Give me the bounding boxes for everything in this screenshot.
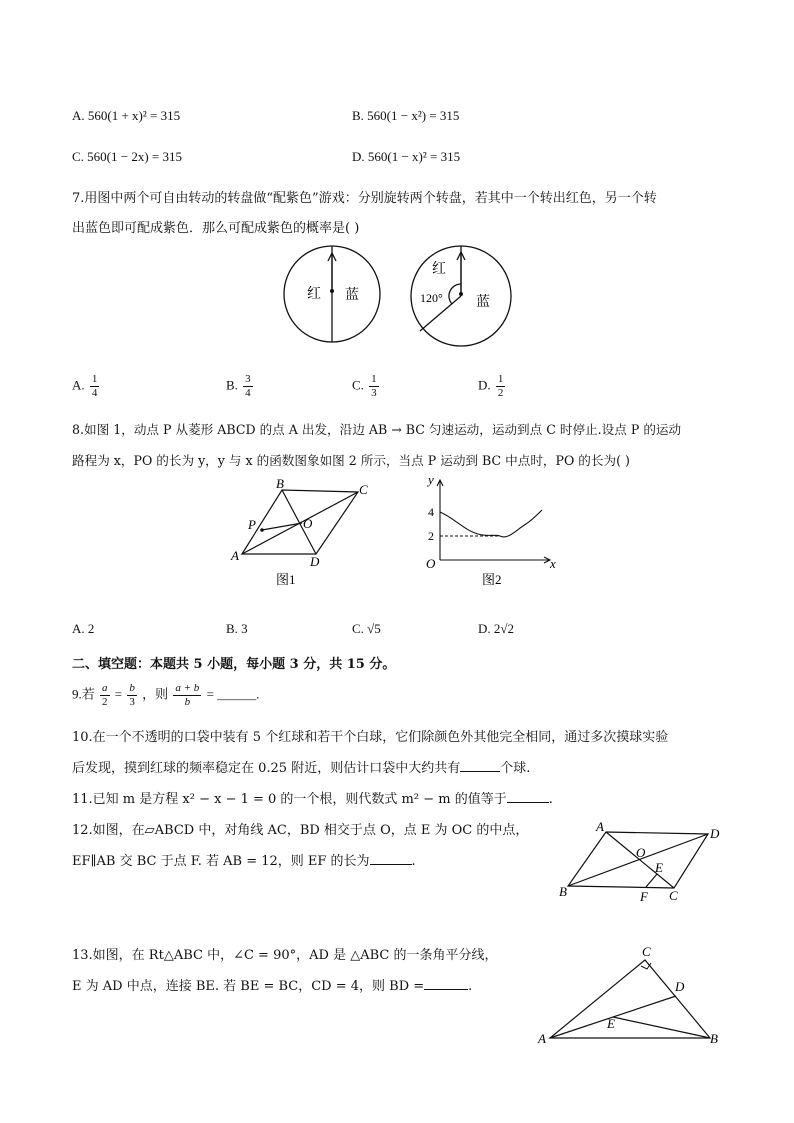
q12-figure — [556, 820, 726, 908]
fig2-origin: O — [426, 556, 436, 571]
q9-fraction-a-over-2: $\frac{a}{2}$ — [102, 682, 108, 708]
fig2-tick-4: 4 — [428, 505, 434, 519]
label-d: D — [675, 979, 685, 994]
q6-option-c-label: C. — [72, 149, 84, 164]
label-c: C — [669, 888, 678, 903]
q8-option-d-value: 2√2 — [493, 621, 515, 636]
fig2-x-label: x — [550, 556, 556, 571]
triangle-abc — [550, 960, 710, 1038]
label-o: O — [303, 516, 313, 531]
label-a: A — [538, 1031, 546, 1046]
q8-option-b — [226, 621, 248, 637]
q13-line-1: 13.如图，在 Rt△ABC 中，∠C = 90°，AD 是 △ABC 的一条角平分线， — [72, 948, 498, 963]
q6-option-b — [352, 108, 459, 124]
q9-mid: ，则 — [142, 686, 169, 702]
right-angle-mark — [641, 963, 651, 969]
q10-line-1: 10.在一个不透明的口袋中装有 5 个红球和若干个白球，它们除颜色外其他完全相同，通过多次摸球实验 — [72, 730, 669, 745]
q8-option-c — [352, 621, 381, 637]
q7-option-b — [226, 374, 255, 399]
q7-option-b-fraction: $\frac{3}{4}$ — [245, 373, 251, 399]
q9-equals: = — [114, 686, 123, 702]
q8-option-d — [478, 621, 514, 637]
q12-line-2 — [72, 850, 416, 869]
wheel-2-angle-label: 120° — [420, 291, 443, 305]
label-d: D — [310, 554, 320, 569]
q9-fraction-b-over-3: $\frac{b}{3}$ — [129, 682, 135, 708]
q9-prefix: 9.若 — [72, 686, 95, 702]
fig-2-caption: 图2 — [482, 572, 502, 587]
label-b: B — [276, 478, 284, 491]
fig2-y-label: y — [428, 472, 434, 487]
wheel-1-center-dot — [330, 289, 334, 293]
q7-line-1: 7.用图中两个可自由转动的转盘做“配紫色”游戏：分别旋转两个转盘，若其中一个转出红色，另一个转 — [72, 191, 657, 206]
q7-line-2: 出蓝色即可配成紫色．那么可配成紫色的概率是( ) — [72, 221, 360, 236]
q7-option-c — [352, 374, 381, 399]
diagonal-ac — [606, 832, 674, 888]
label-f: F — [640, 889, 648, 904]
q8-option-d-label: D. — [478, 621, 491, 636]
label-c: C — [359, 482, 368, 497]
q7-option-d-label: D. — [478, 377, 491, 393]
q6-option-a-label: A. — [72, 108, 85, 123]
q9-answer-blank[interactable]: = ______. — [206, 686, 260, 702]
fig-1-caption: 图1 — [276, 572, 296, 587]
q10-line-2b: 个球. — [500, 761, 531, 776]
q13-period: . — [468, 979, 473, 994]
label-a: A — [231, 548, 239, 563]
q11 — [72, 788, 553, 807]
q6-option-d — [352, 149, 460, 165]
q6-option-b-expr: 560(1 − x²) = 315 — [367, 108, 460, 123]
q9-fraction-sum: $\frac{a + b}{b}$ — [175, 682, 200, 708]
q7-option-a-fraction: $\frac{1}{4}$ — [91, 373, 98, 399]
q7-option-c-fraction: $\frac{1}{3}$ — [371, 373, 377, 399]
label-e: E — [607, 1016, 615, 1031]
q13-figure — [534, 940, 730, 1050]
label-p: P — [248, 517, 256, 532]
q6-option-c — [72, 149, 182, 165]
q6-option-b-label: B. — [352, 108, 364, 123]
q10-answer-blank[interactable] — [460, 759, 500, 772]
q8-line-2: 路程为 x，PO 的长为 y，y 与 x 的函数图象如图 2 所示，当点 P 运动到 BC 中点时，PO 的长为( ) — [72, 453, 630, 468]
q7-option-c-label: C. — [352, 377, 364, 393]
wheel-2-red-label: 红 — [432, 262, 446, 277]
fig2-tick-2: 2 — [428, 529, 434, 543]
q6-option-c-expr: 560(1 − 2x) = 315 — [87, 149, 182, 164]
point-p — [260, 528, 264, 532]
q7-option-a-label: A. — [72, 377, 85, 393]
label-b: B — [710, 1031, 718, 1046]
wheel-1-blue-label: 蓝 — [345, 288, 359, 303]
q11-period: . — [548, 792, 553, 807]
q7-option-d-fraction: $\frac{1}{2}$ — [497, 373, 504, 399]
q8-option-c-value: √5 — [367, 621, 381, 636]
section-2-heading — [72, 653, 395, 672]
q6-option-a — [72, 108, 180, 124]
label-e: E — [655, 860, 663, 875]
fig2-curve — [440, 510, 542, 537]
q11-text: 11.已知 m 是方程 x² − x − 1 = 0 的一个根，则代数式 m² − m 的值等于 — [72, 792, 507, 807]
q12-period: . — [411, 854, 416, 869]
q6-option-d-expr: 560(1 − x)² = 315 — [367, 149, 461, 164]
segment-ef — [646, 874, 657, 887]
segment-po — [262, 523, 302, 530]
q10-line-2 — [72, 757, 530, 776]
q7-wheels-figure — [280, 244, 520, 348]
q6-option-d-label: D. — [352, 149, 365, 164]
q8-figure-2 — [420, 472, 570, 588]
label-b: B — [559, 884, 567, 899]
q8-option-a — [72, 621, 94, 637]
q8-option-a-label: A. — [72, 621, 85, 636]
q7-option-a — [72, 374, 101, 399]
q11-answer-blank[interactable] — [507, 790, 549, 803]
q7-option-b-label: B. — [226, 377, 238, 393]
q6-option-a-expr: 560(1 + x)² = 315 — [87, 108, 181, 123]
section-2-prefix: 二、填空题： — [72, 657, 151, 672]
q7-option-d — [478, 374, 507, 399]
q13-answer-blank[interactable] — [424, 977, 468, 990]
q12-answer-blank[interactable] — [370, 852, 412, 865]
wheel-2-center-dot — [459, 292, 463, 296]
q8-option-b-value: 3 — [241, 621, 248, 636]
q13-line-2 — [72, 975, 472, 994]
q9 — [72, 683, 259, 708]
wheel-1-red-label: 红 — [307, 287, 321, 302]
q12-line-2a: EF∥AB 交 BC 于点 F. 若 AB = 12，则 EF 的长为 — [72, 854, 370, 869]
q10-line-2a: 后发现，摸到红球的频率稳定在 0.25 附近，则估计口袋中大约共有 — [72, 761, 461, 776]
q13-line-2a: E 为 AD 中点，连接 BE. 若 BE = BC，CD = 4，则 BD = — [72, 979, 425, 994]
label-d: D — [710, 826, 720, 841]
q8-option-b-label: B. — [226, 621, 238, 636]
q8-line-1: 8.如图 1，动点 P 从菱形 ABCD 的点 A 出发，沿边 AB → BC 匀速运动，运动到点 C 时停止.设点 P 的运动 — [72, 422, 682, 437]
label-a: A — [596, 820, 604, 834]
label-o: O — [636, 845, 646, 860]
label-c: C — [642, 944, 651, 959]
q12-line-1: 12.如图，在▱ABCD 中，对角线 AC，BD 相交于点 O，点 E 为 OC 的中点， — [72, 823, 529, 838]
diagonal-bd — [568, 834, 708, 886]
q8-option-c-label: C. — [352, 621, 364, 636]
q8-figure-1 — [228, 478, 378, 588]
wheel-2-blue-label: 蓝 — [476, 295, 490, 310]
q8-option-a-value: 2 — [87, 621, 95, 636]
section-2-desc: 本题共 5 小题，每小题 3 分，共 15 分。 — [150, 657, 396, 672]
